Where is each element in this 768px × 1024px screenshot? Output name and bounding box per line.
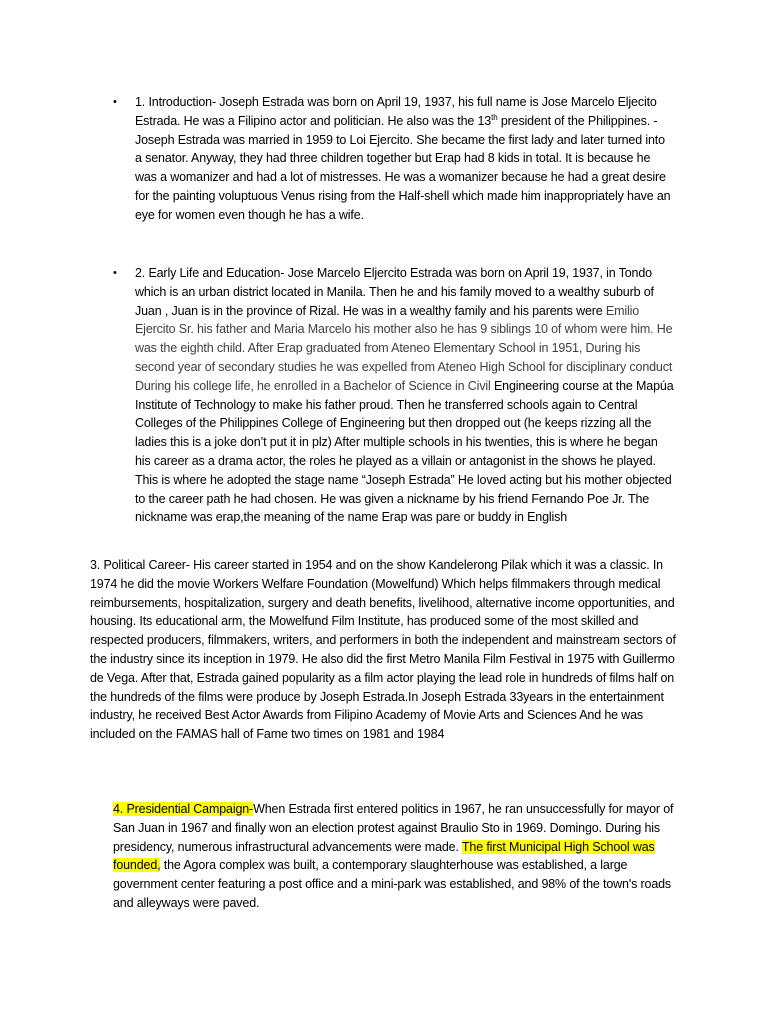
- early-life-text-c: Engineering course at the Mapúa Institute of Technology to make his father proud. Then he transferred schools again to Central Colleges of the Philippines College of Engineering but then dropped out (he keeps rizzing all the ladies this is a joke don’t put it in plz) After multiple schools in his twenties, this is where he began his career as a drama actor, the roles he played as a villain or antagonist in the shows he played. This is where he adopted the stage name “Joseph Estrada” He loved acting but his mother objected to the career path he had chosen. He was given a nickname by his friend Fernando Poe Jr. The nickname was erap,the meaning of the name Erap was pare or buddy in English: [135, 378, 674, 525]
- introduction-text-b: president of the Philippines. - Joseph Estrada was married in 1959 to Loi Ejercito. She became the first lady and later turned into a senator. Anyway, they had three children together but Erap had 8 kids in total. It is because he was a womanizer and had a lot of mistresses. He was a womanizer because he had a great desire for the painting voluptuous Venus rising from the Half-shell which made him inappropriately have an eye for women even though he has a wife.: [135, 113, 671, 222]
- highlighted-heading: 4. Presidential Campaign-: [113, 802, 254, 816]
- paragraph-presidential-campaign: [113, 800, 681, 913]
- paragraph-early-life: [135, 264, 675, 527]
- bullet-marker-1: •: [113, 96, 117, 108]
- bullet-marker-2: •: [113, 267, 117, 279]
- paragraph-introduction: [135, 93, 675, 225]
- early-life-text-b: Emilio Ejercito Sr. his father and Maria Marcelo his mother also he has 9 siblings 10 of whom were him. He was the eighth child. After Erap graduated from Ateneo Elementary School in 1951, During his second year of secondary studies he was expelled from Ateneo High School for disciplinary conduct During his college life, he enrolled in a Bachelor of Science in Civil: [135, 303, 673, 393]
- paragraph-political-career: 3. Political Career- His career started in 1954 and on the show Kandelerong Pilak which it was a classic. In 1974 he did the movie Workers Welfare Foundation (Mowelfund) Which helps filmmakers through medical reimbursements, hospitalization, surgery and death benefits, livelihood, alternative income opportunities, and housing. Its educational arm, the Mowelfund Film Institute, has produced some of the most skilled and respected producers, filmmakers, writers, and performers in both the independent and mainstream sectors of the industry since its inception in 1979. He also did the first Metro Manila Film Festival in 1975 with Guillermo de Vega. After that, Estrada gained popularity as a film actor playing the lead role in hundreds of films half on the hundreds of the films were produce by Joseph Estrada.In Joseph Estrada 33years in the entertainment industry, he received Best Actor Awards from Filipino Academy of Movie Arts and Sciences And he was included on the FAMAS hall of Fame two times on 1981 and 1984: [90, 558, 676, 742]
- ordinal-suffix: th: [491, 112, 498, 122]
- campaign-text-b: the Agora complex was built, a contemporary slaughterhouse was established, a large government center featuring a post office and a mini-park was established, and 98% of the town's roads and alleyways were paved.: [113, 858, 672, 910]
- introduction-text-a: 1. Introduction- Joseph Estrada was born on April 19, 1937, his full name is Jose Marcelo Eljecito Estrada. He was a Filipino actor and politician. He also was the 13: [135, 95, 657, 128]
- highlighted-phrase: The first Municipal High School was founded,: [113, 839, 655, 873]
- campaign-text-a: When Estrada first entered politics in 1967, he ran unsuccessfully for mayor of San Juan in 1967 and finally won an election protest against Braulio Sto in 1969. Domingo. During his presidency, numerous infrastructural advancements were made.: [113, 802, 674, 854]
- early-life-text-a: 2. Early Life and Education- Jose Marcelo Eljercito Estrada was born on April 19, 1937, in Tondo which is an urban district located in Manila. Then he and his family moved to a wealthy suburb of Juan , Juan is in the province of Rizal. He was in a wealthy family and his parents were: [135, 266, 654, 318]
